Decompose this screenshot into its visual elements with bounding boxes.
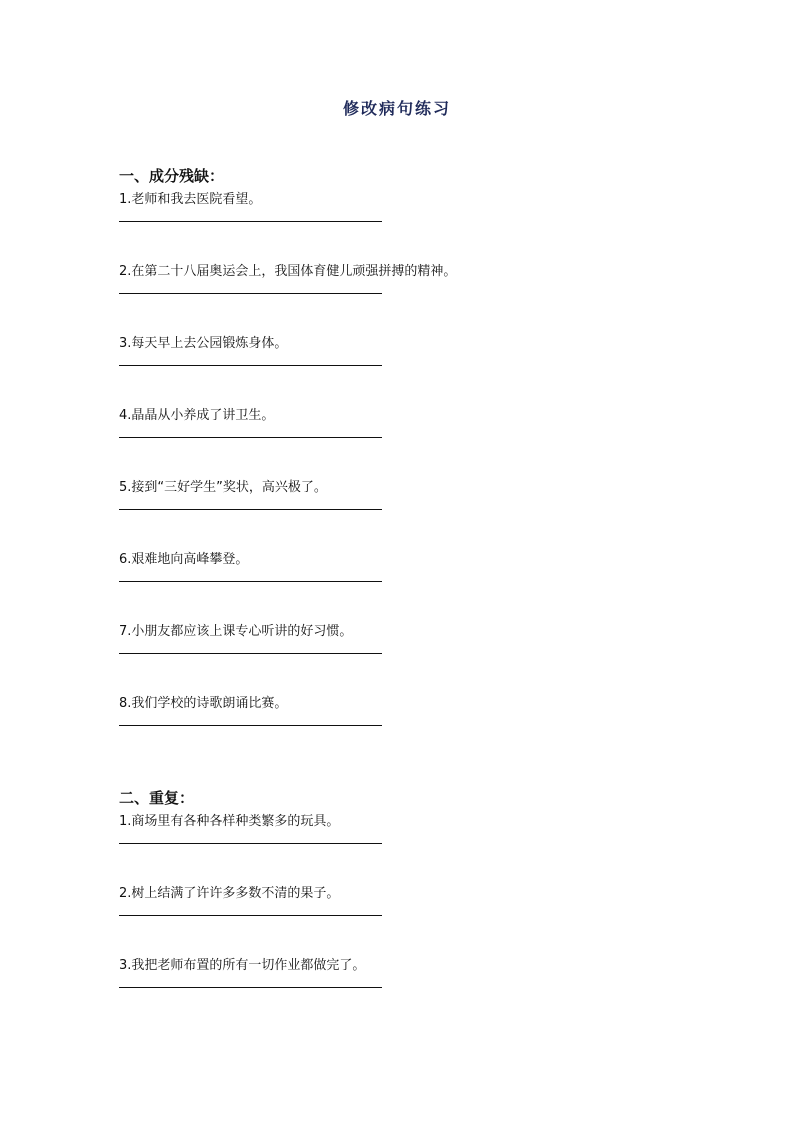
exercise-sentence: 2.在第二十八届奥运会上，我国体育健儿顽强拼搏的精神。 <box>119 264 457 279</box>
page-title: 修改病句练习 <box>342 99 451 118</box>
exercise-sentence: 2.树上结满了许许多多数不清的果子。 <box>119 886 340 901</box>
exercise-item <box>119 622 679 694</box>
section-repetition <box>119 786 679 1028</box>
section-incomplete-components <box>119 164 679 766</box>
section-heading: 一、成分残缺： <box>119 167 225 185</box>
exercise-sentence: 1.老师和我去医院看望。 <box>119 192 262 207</box>
answer-line <box>119 509 382 510</box>
answer-line <box>119 293 382 294</box>
answer-line <box>119 987 382 988</box>
answer-line <box>119 581 382 582</box>
answer-line <box>119 437 382 438</box>
exercise-sentence: 5.接到“三好学生”奖状，高兴极了。 <box>119 480 327 495</box>
exercise-sentence: 3.每天早上去公园锻炼身体。 <box>119 336 288 351</box>
exercise-item <box>119 262 679 334</box>
exercise-sentence: 8.我们学校的诗歌朗诵比赛。 <box>119 696 288 711</box>
exercise-item <box>119 550 679 622</box>
exercise-sentence: 4.晶晶从小养成了讲卫生。 <box>119 408 275 423</box>
answer-line <box>119 915 382 916</box>
answer-line <box>119 843 382 844</box>
exercise-sentence: 7.小朋友都应该上课专心听讲的好习惯。 <box>119 624 353 639</box>
answer-line <box>119 221 382 222</box>
answer-line <box>119 653 382 654</box>
exercise-item <box>119 956 679 1028</box>
answer-line <box>119 725 382 726</box>
exercise-item <box>119 190 679 262</box>
exercise-item <box>119 478 679 550</box>
exercise-sentence: 3.我把老师布置的所有一切作业都做完了。 <box>119 958 366 973</box>
section-heading: 二、重复： <box>119 789 195 807</box>
exercise-item <box>119 694 679 766</box>
exercise-item <box>119 334 679 406</box>
exercise-item <box>119 884 679 956</box>
exercise-item <box>119 812 679 884</box>
exercise-item <box>119 406 679 478</box>
exercise-sentence: 6.艰难地向高峰攀登。 <box>119 552 249 567</box>
exercise-sentence: 1.商场里有各种各样种类繁多的玩具。 <box>119 814 340 829</box>
answer-line <box>119 365 382 366</box>
